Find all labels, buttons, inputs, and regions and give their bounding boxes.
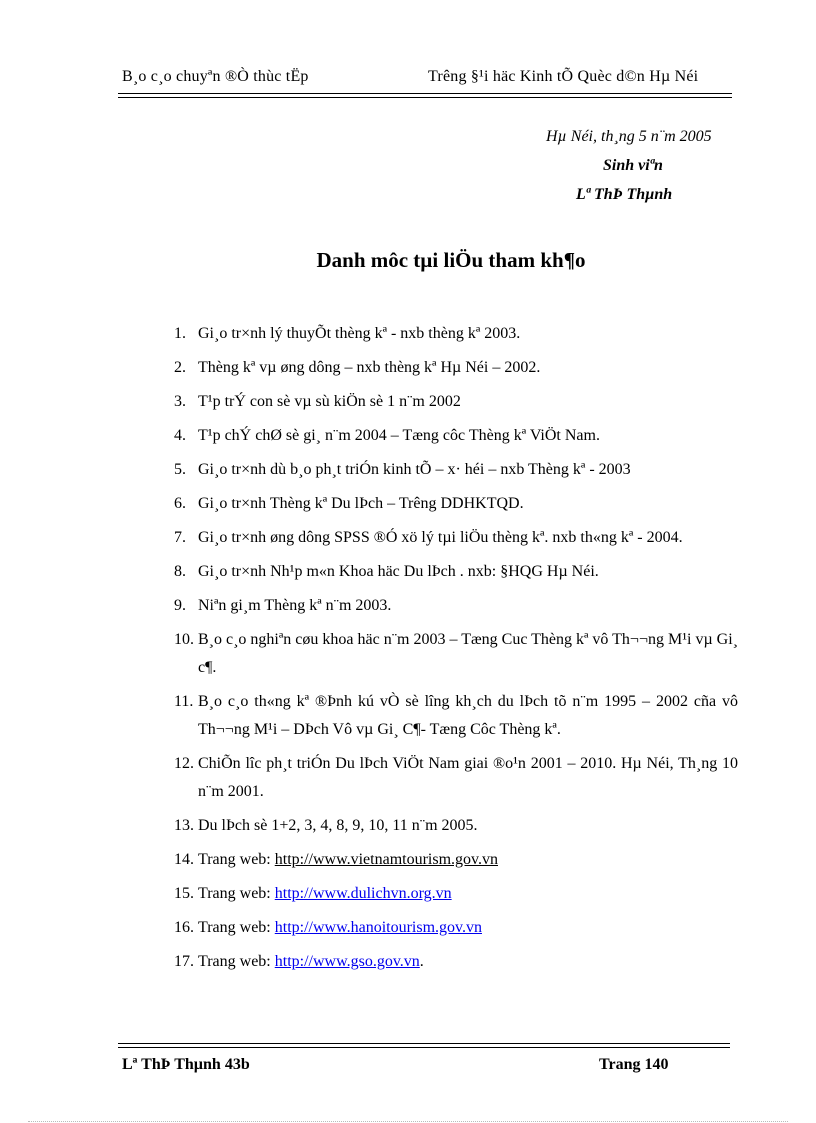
reference-text: Niªn gi¸m Thèng kª n¨m 2003. (198, 597, 392, 614)
footer-rule-bottom (118, 1047, 730, 1048)
reference-number: 10. (174, 631, 194, 648)
web-reference-text (198, 948, 738, 976)
web-reference-item (174, 846, 738, 874)
reference-number: 5. (174, 461, 186, 478)
reference-number: 14. (174, 851, 194, 868)
web-reference-text (198, 846, 738, 874)
signature-date: Hµ Néi, th¸ng 5 n¨m 2005 (546, 128, 712, 145)
reference-number: 11. (174, 693, 194, 710)
reference-item (174, 750, 738, 806)
reference-item (174, 490, 738, 518)
reference-text: T¹p chÝ chØ sè gi¸ n¨m 2004 – Tæng côc Thèng kª ViÖt Nam. (198, 427, 600, 444)
web-reference-label: Trang web: (198, 919, 275, 936)
reference-item (174, 456, 738, 484)
reference-number: 8. (174, 563, 186, 580)
page-title: Danh môc tµi liÖu tham kh¶o (316, 248, 586, 272)
web-reference-text (198, 880, 738, 908)
reference-number: 3. (174, 393, 186, 410)
reference-number: 2. (174, 359, 186, 376)
reference-number: 1. (174, 325, 186, 342)
reference-list (174, 320, 738, 982)
reference-text: Gi¸o tr×nh øng dông SPSS ®Ó xö lý tµi liÖu thèng kª. nxb th«ng kª - 2004. (198, 529, 683, 546)
web-reference-link[interactable]: http://www.hanoitourism.gov.vn (274, 919, 482, 936)
reference-text: Thèng kª vµ øng dông – nxb thèng kª Hµ Néi – 2002. (198, 359, 541, 376)
web-reference-label: Trang web: (198, 953, 275, 970)
web-reference-trailing: . (419, 953, 424, 970)
reference-number: 16. (174, 919, 194, 936)
page-edge-dotted-line (28, 1121, 788, 1122)
web-reference-item (174, 914, 738, 942)
web-reference-link[interactable]: http://www.gso.gov.vn (274, 953, 420, 970)
reference-number: 4. (174, 427, 186, 444)
web-reference-item (174, 880, 738, 908)
footer-rule-top (118, 1043, 730, 1044)
footer-author: Lª ThÞ Thµnh 43b (122, 1056, 250, 1073)
reference-text: ChiÕn lîc ph¸t triÓn Du lÞch ViÖt Nam giai ®o¹n 2001 – 2010. Hµ Néi, Th¸ng 10 n¨m 2001. (198, 755, 738, 800)
reference-text: T¹p trÝ con sè vµ sù kiÖn sè 1 n¨m 2002 (198, 393, 461, 410)
web-reference-label: Trang web: (198, 851, 275, 868)
reference-text: Gi¸o tr×nh lý thuyÕt thèng kª - nxb thèng kª 2003. (198, 325, 521, 342)
reference-item (174, 626, 738, 682)
reference-text: B¸o c¸o th«ng kª ®Þnh kú vÒ sè lîng kh¸ch du lÞch tõ n¨m 1995 – 2002 cña vô Th¬¬ng M¹i – DÞch Vô vµ Gi¸ C¶- Tæng Côc Thèng kª. (198, 693, 738, 738)
web-reference-link[interactable]: http://www.dulichvn.org.vn (274, 885, 452, 902)
reference-item (174, 354, 738, 382)
reference-number: 13. (174, 817, 194, 834)
header-rule-top (118, 93, 732, 94)
reference-item (174, 524, 738, 552)
reference-number: 7. (174, 529, 186, 546)
reference-number: 6. (174, 495, 186, 512)
reference-text: Gi¸o tr×nh dù b¸o ph¸t triÓn kinh tÕ – x· héi – nxb Thèng kª - 2003 (198, 461, 631, 478)
reference-item (174, 320, 738, 348)
reference-item (174, 812, 738, 840)
reference-item (174, 422, 738, 450)
reference-item (174, 558, 738, 586)
reference-number: 15. (174, 885, 194, 902)
signature-name: Lª ThÞ Thµnh (576, 186, 673, 203)
web-reference-item (174, 948, 738, 976)
header-left: B¸o c¸o chuyªn ®Ò thùc tËp (122, 68, 309, 85)
reference-text: B¸o c¸o nghiªn cøu khoa häc n¨m 2003 – Tæng Cuc Thèng kª vô Th¬¬ng M¹i vµ Gi¸ c¶. (198, 631, 738, 676)
reference-number: 9. (174, 597, 186, 614)
reference-item (174, 688, 738, 744)
header-rule-bottom (118, 97, 732, 98)
header-right: Trêng §¹i häc Kinh tÕ Quèc d©n Hµ Néi (428, 68, 699, 85)
reference-number: 17. (174, 953, 194, 970)
web-reference-text (198, 914, 738, 942)
web-reference-link[interactable]: http://www.vietnamtourism.gov.vn (274, 851, 498, 868)
reference-text: Gi¸o tr×nh Nh¹p m«n Khoa häc Du lÞch . nxb: §HQG Hµ Néi. (198, 563, 599, 580)
footer-page-number: Trang 140 (599, 1056, 669, 1073)
signature-role: Sinh viªn (603, 157, 663, 174)
reference-item (174, 592, 738, 620)
reference-item (174, 388, 738, 416)
reference-number: 12. (174, 755, 194, 772)
reference-text: Gi¸o tr×nh Thèng kª Du lÞch – Trêng DDHKTQD. (198, 495, 524, 512)
reference-text: Du lÞch sè 1+2, 3, 4, 8, 9, 10, 11 n¨m 2005. (198, 817, 478, 834)
web-reference-label: Trang web: (198, 885, 275, 902)
